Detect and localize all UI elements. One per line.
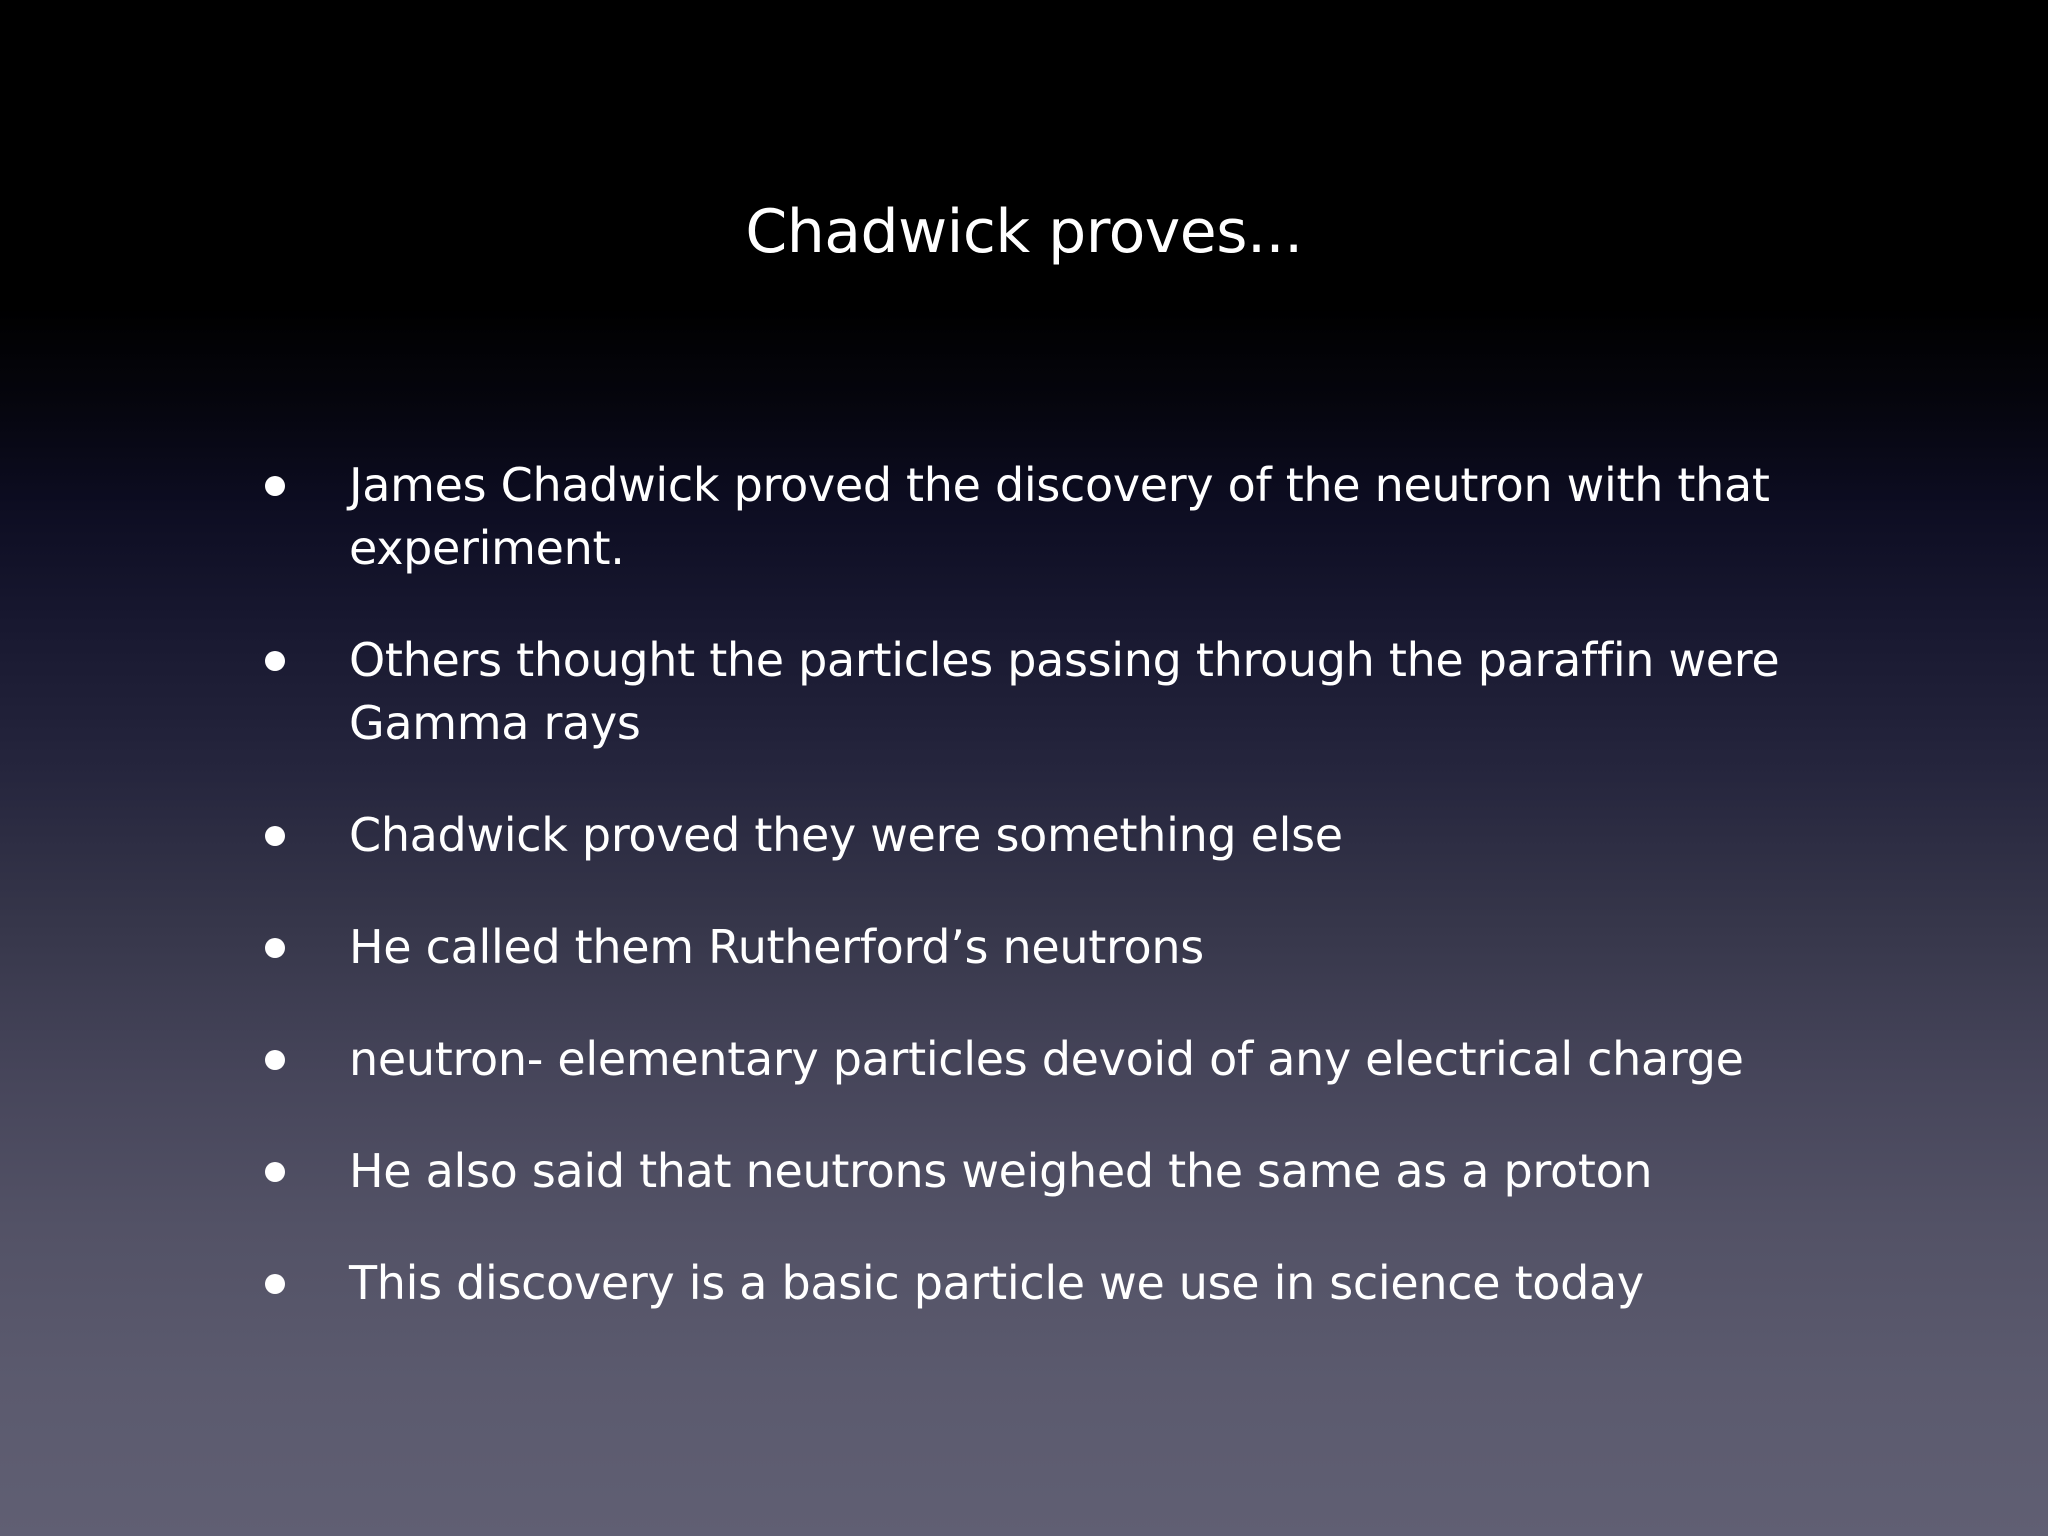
bullet-list <box>249 454 1809 1315</box>
list-item <box>249 629 1809 755</box>
list-item <box>249 1140 1809 1203</box>
bullet-text: James Chadwick proved the discovery of the neutron with that experiment. <box>349 458 1770 575</box>
list-item <box>249 1028 1809 1091</box>
bullet-icon <box>265 1274 285 1294</box>
bullet-icon <box>265 1050 285 1070</box>
bullet-text: He also said that neutrons weighed the same as a proton <box>349 1144 1653 1198</box>
bullet-text: This discovery is a basic particle we use in science today <box>349 1256 1644 1310</box>
bullet-text: Chadwick proved they were something else <box>349 808 1343 862</box>
slide-title: Chadwick proves... <box>745 197 1303 267</box>
bullet-text: Others thought the particles passing through the paraffin were Gamma rays <box>349 633 1780 750</box>
list-item <box>249 804 1809 867</box>
bullet-text: He called them Rutherford’s neutrons <box>349 920 1204 974</box>
list-item <box>249 454 1809 580</box>
bullet-icon <box>265 651 285 671</box>
list-item <box>249 916 1809 979</box>
bullet-icon <box>265 1162 285 1182</box>
bullet-icon <box>265 826 285 846</box>
bullet-icon <box>265 938 285 958</box>
list-item <box>249 1252 1809 1315</box>
bullet-icon <box>265 476 285 496</box>
bullet-text: neutron- elementary particles devoid of any electrical charge <box>349 1032 1744 1086</box>
